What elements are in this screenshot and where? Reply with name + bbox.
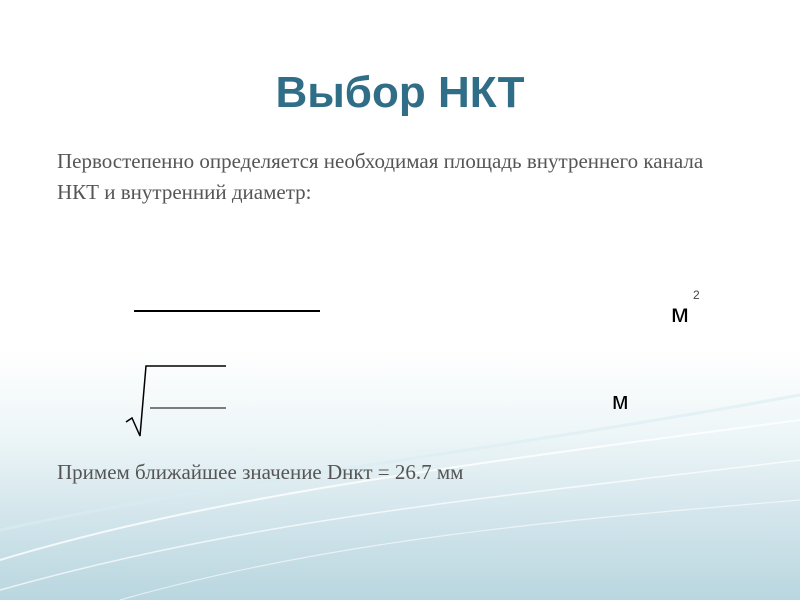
formula-fraction-bar	[134, 310, 320, 312]
length-unit: м	[612, 388, 629, 415]
slide-title: Выбор НКТ	[275, 68, 525, 117]
intro-text: Первостепенно определяется необходимая площадь внутреннего канала НКТ и внутренний диаметр:	[57, 149, 704, 204]
conclusion-text: Примем ближайшее значение Dнкт = 26.7 мм	[57, 460, 464, 484]
area-unit: м	[671, 298, 689, 328]
area-unit-exponent: 2	[693, 288, 700, 302]
square-root-formula	[124, 360, 234, 440]
